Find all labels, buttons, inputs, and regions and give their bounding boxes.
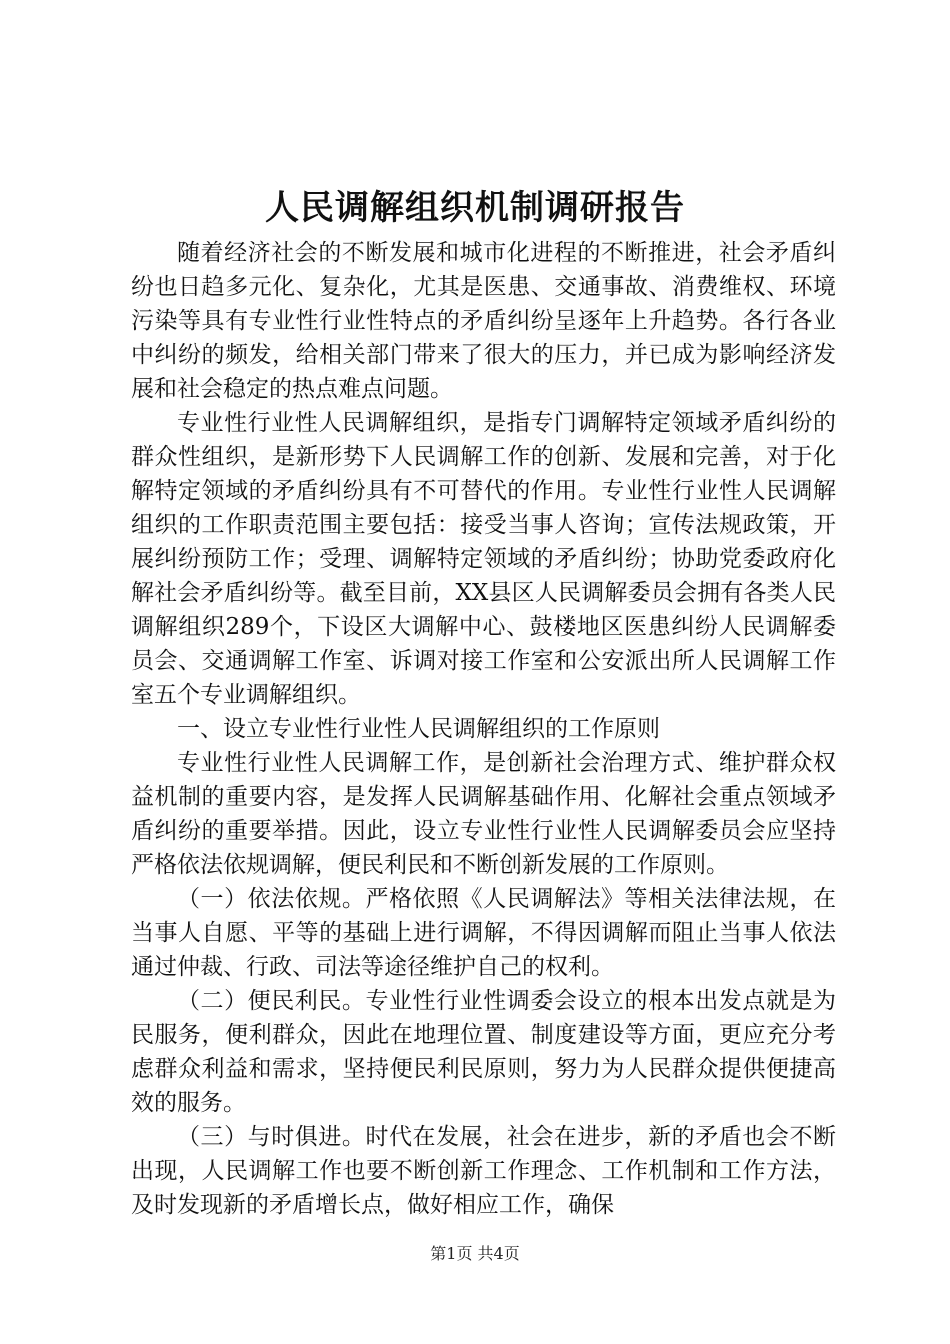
page-title: 人民调解组织机制调研报告: [265, 188, 685, 228]
page-footer: 第1页 共4页: [430, 1244, 520, 1263]
paragraph-definition: 专业性行业性人民调解组织，是指专门调解特定领域矛盾纠纷的群众性组织，是新形势下人民调解工作的创新、发展和完善，对于化解特定领域的矛盾纠纷具有不可替代的作用。专业性行业性人民调解组织的工作职责范围主要包括：接受当事人咨询；宣传法规政策，开展纠纷预防工作；受理、调解特定领域的矛盾纠纷；协助党委政府化解社会矛盾纠纷等。截至目前，XX县区人民调解委员会拥有各类人民调解组织289个，下设区大调解中心、鼓楼地区医患纠纷人民调解委员会、交通调解工作室、诉调对接工作室和公安派出所人民调解工作室五个专业调解组织。: [131, 410, 836, 708]
paragraph-principle-3: （三）与时俱进。时代在发展，社会在进步，新的矛盾也会不断出现，人民调解工作也要不断创新工作理念、工作机制和工作方法，及时发现新的矛盾增长点，做好相应工作，确保: [131, 1124, 836, 1218]
document-body: [131, 236, 836, 1222]
paragraph-principle-1: （一）依法依规。严格依照《人民调解法》等相关法律法规，在当事人自愿、平等的基础上进行调解，不得因调解而阻止当事人依法通过仲裁、行政、司法等途径维护自己的权利。: [131, 886, 836, 980]
paragraph-principles: 专业性行业性人民调解工作，是创新社会治理方式、维护群众权益机制的重要内容，是发挥人民调解基础作用、化解社会重点领域矛盾纠纷的重要举措。因此，设立专业性行业性人民调解委员会应坚持严格依法依规调解，便民利民和不断创新发展的工作原则。: [131, 750, 836, 878]
section-heading-principles: 一、设立专业性行业性人民调解组织的工作原则: [177, 716, 660, 742]
paragraph-principle-2: （二）便民利民。专业性行业性调委会设立的根本出发点就是为民服务，便利群众，因此在地理位置、制度建设等方面，更应充分考虑群众利益和需求，坚持便民利民原则，努力为人民群众提供便捷高效的服务。: [131, 988, 836, 1116]
paragraph-intro: 随着经济社会的不断发展和城市化进程的不断推进，社会矛盾纠纷也日趋多元化、复杂化，尤其是医患、交通事故、消费维权、环境污染等具有专业性行业性特点的矛盾纠纷呈逐年上升趋势。各行各业中纠纷的频发，给相关部门带来了很大的压力，并已成为影响经济发展和社会稳定的热点难点问题。: [131, 240, 836, 402]
